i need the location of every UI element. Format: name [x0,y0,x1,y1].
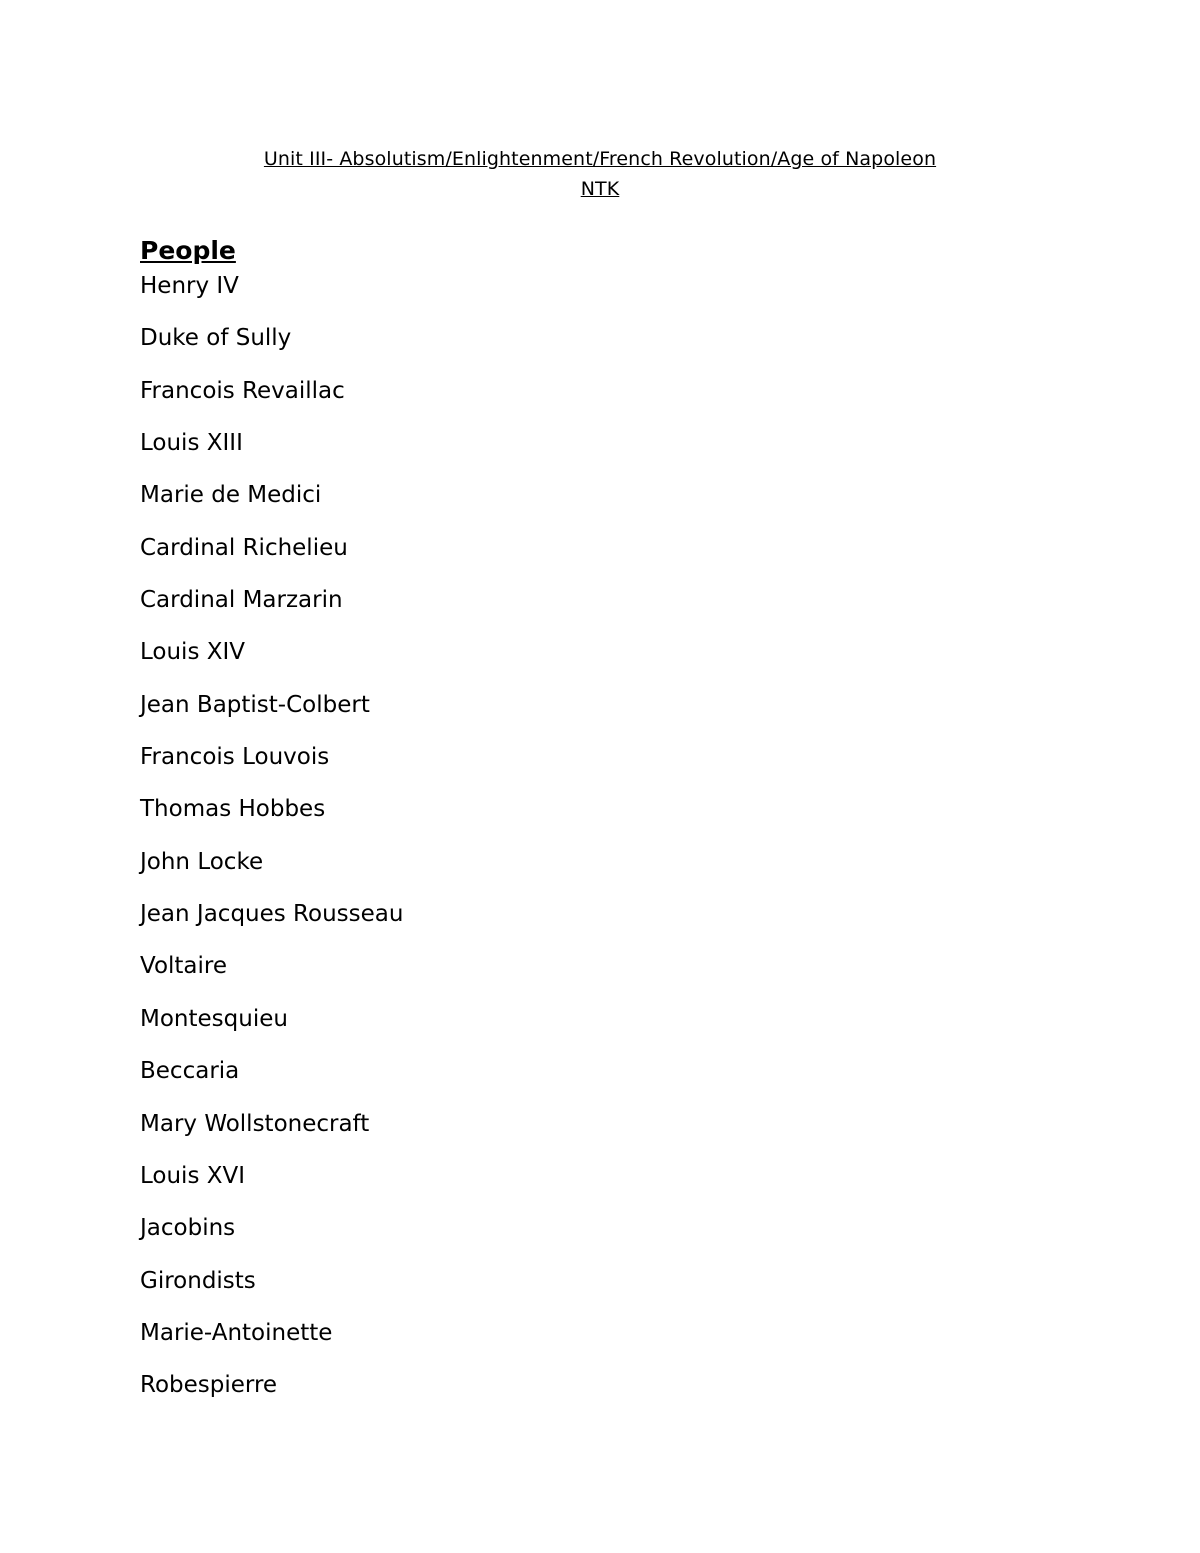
list-item: Girondists [140,1267,256,1294]
list-item: Henry IV [140,273,239,299]
list-item: Francois Louvois [140,744,330,771]
list-item: Louis XIV [140,639,246,666]
section-heading-people: People [140,236,236,265]
list-item: Montesquieu [140,1005,288,1032]
list-item: Louis XIII [140,430,243,457]
page-subtitle: NTK [580,178,620,200]
list-item: Cardinal Richelieu [140,534,348,561]
list-item: Duke of Sully [140,325,292,352]
list-item: Jacobins [140,1215,236,1242]
list-item: Robespierre [140,1372,278,1399]
list-item: Cardinal Marzarin [140,587,343,614]
list-item: Thomas Hobbes [140,796,326,823]
list-item: Voltaire [140,953,228,980]
list-item: Francois Revaillac [140,377,345,404]
list-item: Jean Baptist-Colbert [140,691,370,718]
list-item: Beccaria [140,1058,240,1085]
list-item: Marie de Medici [140,482,322,509]
list-item: Marie-Antoinette [140,1319,333,1346]
list-item: Jean Jacques Rousseau [140,901,404,928]
list-item: Mary Wollstonecraft [140,1110,370,1137]
title-block [0,144,1200,204]
list-item: John Locke [140,848,264,875]
page-title: Unit III- Absolutism/Enlightenment/French Revolution/Age of Napoleon [263,148,937,170]
list-item: Louis XVI [140,1162,246,1189]
people-list [140,270,403,1422]
